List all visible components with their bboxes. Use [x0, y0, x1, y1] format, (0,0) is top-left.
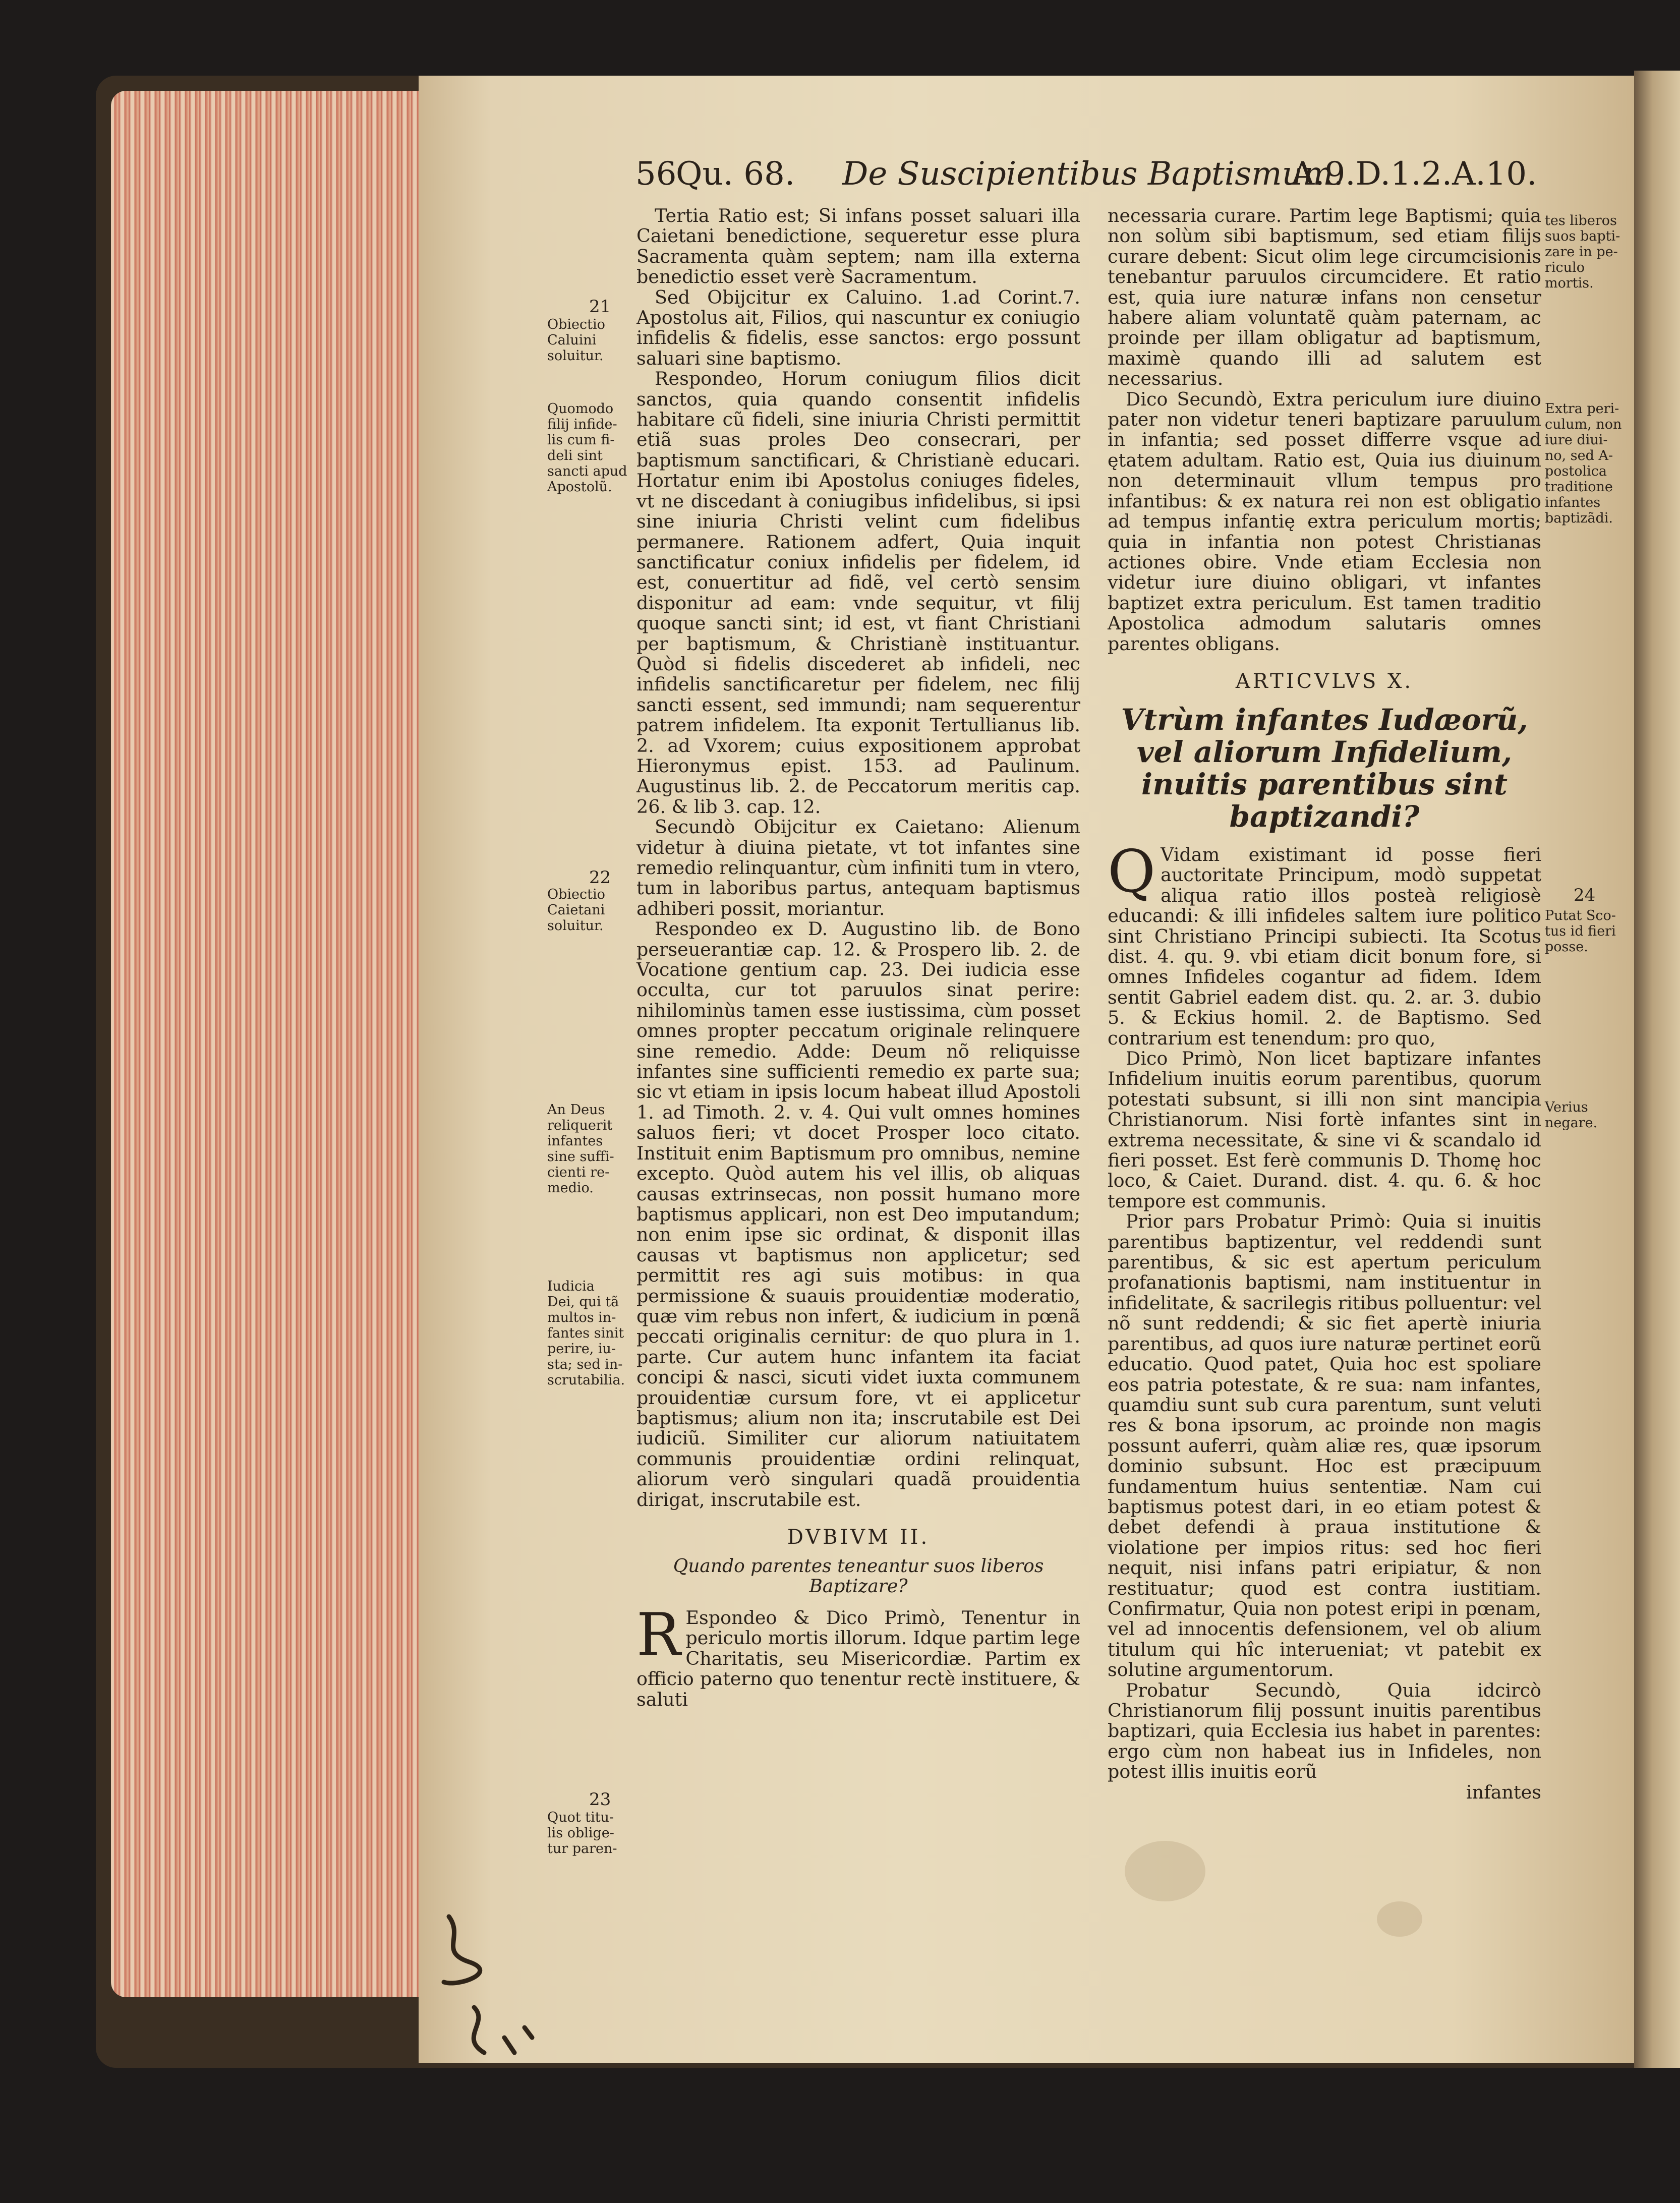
margin-note: Extra peri- culum, non iure diui- no, sed A- postolica traditione infantes baptizãdi.	[1545, 401, 1622, 526]
left-text-column	[636, 206, 1080, 1710]
paper-stain	[1125, 1841, 1205, 1901]
paragraph: Respondeo ex D. Augustino lib. de Bono perseuerantiæ cap. 12. & Prospero lib. 2. de Vocatione gentium cap. 23. Dei iudicia esse occulta, cur tot paruulos sinat perire: nihilominùs tamen esse iustissima, cùm posset omnes propter peccatum originale relinquere sine remedio. Adde: Deum nõ reliquisse infantes sine sufficienti remedio ex parte sua; sic vt etiam in ipsis locum habeat illud Apostoli 1. ad Timoth. 2. v. 4. Qui vult omnes homines saluos fieri; vt docet Prosper loco citato. Instituit enim Baptismum pro omnibus, nemine excepto. Quòd autem his vel illis, ob aliquas causas extrinsecas, non possit humano more baptismus applicari, non est Deo imputandum; non enim ipse sic ordinat, & disponit illas causas vt baptismus non applicetur; sed permittit res agi suis motibus: in qua permissione & suauis prouidentiæ moderatio, quæ vim rebus non infert, & iudicium in pœnã peccati originalis cernitur: de quo plura in 1. parte. Cur autem hunc infantem ita faciat concipi & nasci, sicuti videt iuxta communem prouidentiæ cursum fore, vt ei applicetur baptismus; alium non ita; inscrutabile est Dei iudiciũ. Similiter cur aliorum natiuitatem communis prouidentiæ ordini relinquat, aliorum verò singulari quadã prouidentia dirigat, inscrutabile est.	[636, 918, 1080, 1511]
margin-note: tes liberos suos bapti- zare in pe- riculo mortis.	[1545, 213, 1620, 291]
drop-capital: Q	[1108, 837, 1156, 906]
margin-number: 24	[1574, 885, 1596, 905]
paragraph: Respondeo, Horum coniugum filios dicit sanctos, quia quando consentit infidelis habitare cũ fideli, sine iniuria Christi permittit etiã suas proles Deo consecrari, per baptismum sanctificari, & Christianè educari. Hortatur enim ibi Apostolus coniuges fideles, vt ne discedant à coniugibus infidelibus, si ipsi sine iniuria Christi velint cum fidelibus permanere. Rationem adfert, Quia inquit sanctificatur coniux infidelis per fidelem, id est, conuertitur ad fidẽ, vel certò sensim disponitur ad eam: vnde sequitur, vt filij quoque sancti sint; id est, vt fiant Christiani per baptismum, & Christianè instituantur. Quòd si fidelis discederet ab infideli, nec infidelis sanctificaretur per fidelem, nec filij sancti essent, sed immundi; nam sequerentur patrem infidelem. Ita exponit Tertullianus lib. 2. ad Vxorem; cuius expositionem approbat Hieronymus epist. 153. ad Paulinum. Augustinus lib. 2. de Peccatorum meritis cap. 26. & lib 3. cap. 12.	[636, 368, 1080, 818]
facing-page-gutter	[1634, 71, 1680, 2068]
margin-number: 23	[589, 1789, 611, 1810]
drop-capital: R	[636, 1601, 681, 1669]
dubium-text: Espondeo & Dico Primò, Tenentur in periculo mortis illorum. Idque partim lege Charitatis, seu Misericordiæ. Partim ex officio paterno quo tenentur rectè instituere, & saluti	[636, 1607, 1080, 1710]
margin-note: Quomodo filij infide- lis cum fi- deli sint sancti apud Apostolũ.	[547, 401, 627, 495]
page-number: 56	[635, 155, 677, 193]
article-heading: ARTICVLVS X.	[1235, 669, 1414, 693]
paragraph: Probatur Secundò, Quia idcircò Christianorum filij possunt inuitis parentibus baptizari, quia Ecclesia ius habet in parentes: ergo cùm non habeat ius in Infideles, non potest illis inuitis eorũ	[1108, 1679, 1541, 1783]
paper-stain	[1377, 1901, 1422, 1937]
article-first-text: Vidam existimant id posse fieri auctoritate Principum, modò suppetat aliqua ratio illos posteà religiosè educandi: & illi infideles saltem iure politico sint Christiano Principi subiecti. Ita Scotus dist. 4. qu. 9. vbi etiam dicit bonum fore, si omnes Infideles cogantur ad fidem. Idem sentit Gabriel eadem dist. qu. 2. ar. 3. dubio 5. & Eckius homil. 2. de Baptismo. Sed contrarium est tenendum: pro quo,	[1108, 843, 1541, 1049]
dubium-heading: DVBIVM II.	[787, 1526, 930, 1549]
catchword: infantes	[1466, 1781, 1541, 1803]
dubium-answer	[636, 1601, 1080, 1710]
handwritten-scribble	[429, 1906, 570, 2073]
margin-note: Putat Sco- tus id fieri posse.	[1545, 908, 1616, 955]
paragraph: Sed Obijcitur ex Caluino. 1.ad Corint.7. Apostolus ait, Filios, qui nascuntur ex coniugio infidelis & fidelis, esse sanctos: ergo possunt saluari sine baptismo.	[636, 286, 1080, 369]
margin-number: 21	[589, 297, 611, 317]
running-title: De Suscipientibus Baptismum.	[842, 155, 1344, 193]
running-header	[635, 151, 1537, 197]
page-edges	[111, 91, 424, 1997]
paragraph: Tertia Ratio est; Si infans posset saluari illa Caietani benedictione, sequeretur esse plura Sacramenta quàm septem; nam illa externa benedictio esset verè Sacramentum.	[636, 205, 1080, 288]
paragraph: Prior pars Probatur Primò: Quia si inuitis parentibus baptizentur, vel reddendi sunt parentibus, & sic est apertum periculum profanationis baptismi, nam instituentur in infidelitate, & sacrilegis ritibus polluentur: vel nõ sunt reddendi; & sic fiet apertè iniuria parentibus, ad quos iure naturæ pertinet eorũ educatio. Quod patet, Quia hoc est spoliare eos patria potestate, & re sua: nam infantes, quamdiu sunt sub cura parentum, sunt veluti res & bona ipsorum, ac proinde non magis possunt auferri, quàm aliæ res, quæ ipsorum dominio subsunt. Hoc est præcipuum fundamentum huius sententiæ. Nam cui baptismus potest dari, in eo etiam potest & debet defendi à praua institutione & violatione per impios ritus: sed hoc fieri nequit, nisi infans patri eripiatur, & non restituatur; quod est contra iustitiam. Confirmatur, Quia non potest eripi in pœnam, vel ad innocentis defensionem, vel ob alium titulum qui hîc interueniat; vt patebit ex solutine argumentorum.	[1108, 1210, 1541, 1681]
question-number: Qu. 68.	[676, 155, 795, 193]
right-text-column	[1108, 206, 1541, 1803]
paragraph: necessaria curare. Partim lege Baptismi; quia non solùm sibi baptismum, sed etiam filijs curare debent: Sicut olim lege circumcisionis tenebantur paruulos circumcidere. Et ratio est, quia iure naturæ infans non censetur habere aliam voluntatẽ quàm paternam, ac proinde per illam obligatur ad baptismum, maximè quando illi ad salutem est necessarius.	[1108, 205, 1541, 390]
article-first-paragraph	[1108, 837, 1541, 1049]
dubium-question: Quando parentes teneantur suos liberos Baptizare?	[673, 1556, 1044, 1597]
margin-note: Quot titu- lis oblige- tur paren-	[547, 1810, 617, 1857]
margin-note: Verius negare.	[1545, 1099, 1598, 1131]
paragraph: Dico Secundò, Extra periculum iure diuino pater non videtur teneri baptizare paruulum in infantia; sed posset differre vsque ad ętatem adultam. Ratio est, Quia ius diuinum non determinauit vllum tempus pro infantibus: & ex natura rei non est obligatio ad tempus infantię extra periculum mortis; quia in infantia non potest Christianas actiones obire. Vnde etiam Ecclesia non videtur iure diuino obligari, vt infantes baptizet extra periculum. Est tamen traditio Apostolica admodum salutaris omnes parentes obligans.	[1108, 388, 1541, 655]
margin-note: Obiectio Caietani soluitur.	[547, 887, 605, 934]
article-reference: A.9.D.1.2.A.10.	[1291, 155, 1537, 193]
paragraph: Secundò Obijcitur ex Caietano: Alienum videtur à diuina pietate, vt tot infantes sine remedio relinquantur, cùm infiniti tum in vtero, tum in laboribus partus, antequam baptismus adhiberi possit, moriantur.	[636, 816, 1080, 919]
margin-note: An Deus reliquerit infantes sine suffi- cienti re- medio.	[547, 1102, 614, 1196]
margin-note: Iudicia Dei, qui tã multos in- fantes sinit perire, iu- sta; sed in- scrutabilia.	[547, 1279, 625, 1388]
margin-number: 22	[589, 867, 611, 888]
article-question: Vtrùm infantes Iudæorũ, vel aliorum Infidelium, inuitis parentibus sint baptizandi?	[1121, 702, 1528, 834]
margin-note: Obiectio Caluini soluitur.	[547, 317, 605, 364]
paragraph: Dico Primò, Non licet baptizare infantes Infidelium inuitis eorum parentibus, quorum potestati subsunt, si illi non sint mancipia Christianorum. Nisi fortè infantes sint in extrema necessitate, & sine vi & scandalo id fieri posset. Est ferè communis D. Thomę hoc loco, & Caiet. Durand. dist. 4. qu. 6. & hoc tempore est communis.	[1108, 1048, 1541, 1212]
